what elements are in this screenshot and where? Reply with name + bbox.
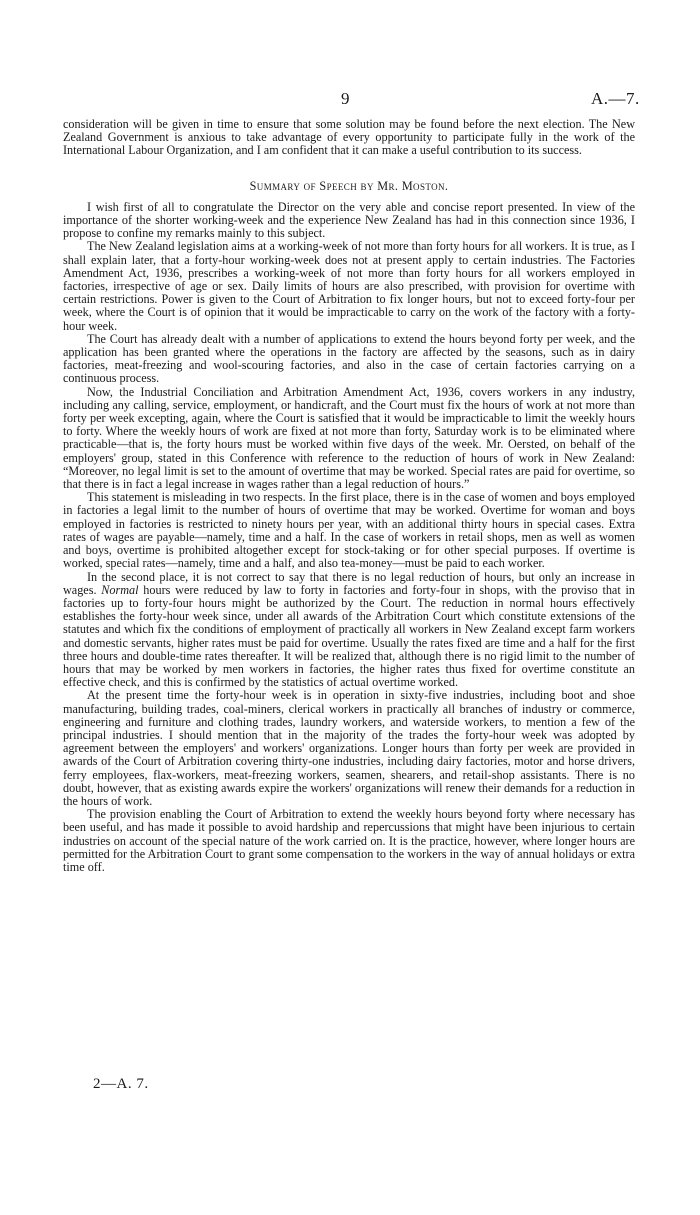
paragraph-4: Now, the Industrial Conciliation and Arbitration Amendment Act, 1936, covers workers in any industry, including any calling, service, employment, or handicraft, and the Court must fix the hours of work at not more than forty per week excepting, again, where the Court is satisfied that it would be impracticable to limit the weekly hours to forty. Where the weekly hours of work are fixed at not more than forty, Saturday work is to be eliminated where practicable—that is, the forty hours must be worked within five days of the week. Mr. Oersted, on behalf of the employers' group, stated in this Conference with reference to the reduction of hours of work in New Zealand: “Moreover, no legal limit is set to the amount of overtime that may be worked. Special rates are paid for overtime, so that there is in fact a legal increase in wages rather than a legal reduction of hours.” [63,384,635,492]
document-reference: A.—7. [591,89,640,108]
signature-mark: 2—A. 7. [93,1076,149,1092]
section-heading: Summary of Speech by Mr. Moston. [249,178,449,193]
paragraph-6-end: hours were reduced by law to forty in factories and forty-four in shops, with the proviso that in factories up to forty-four hours might be authorized by the Court. The reduction in normal hours effectively establishes the forty-hour week since, under all awards of the Arbitration Court which constitute extensions of the statutes and which fix the conditions of employment of practically all workers in New Zealand except farm workers and domestic servants, higher rates must be paid for overtime. Usually the rates fixed are time and a half for the first three hours and double-time rates thereafter. It will be realized that, although there is no rigid limit to the number of hours that may be worked by men workers in factories, the higher rates thus fixed for overtime constitute an effective check, and this is confirmed by the statistics of actual overtime worked. [63,582,635,690]
paragraph-3: The Court has already dealt with a number of applications to extend the hours beyond forty per week, and the application has been granted where the operations in the factory are affected by the seasons, such as in dairy factories, meat-freezing and wool-scouring factories, and also in the case of certain factories carrying on a continuous process. [63,331,635,386]
page-body [63,118,635,874]
paragraph-7: At the present time the forty-hour week is in operation in sixty-five industries, including boot and shoe manufacturing, building trades, coal-miners, clerical workers in practically all branches of industry or commerce, engineering and furniture and clothing trades, laundry workers, and waterside workers, to mention a few of the principal industries. I should mention that in the majority of the trades the forty-hour week was adopted by agreement between the employers' and workers' organizations. Longer hours than forty per week are provided in awards of the Court of Arbitration covering thirty-one industries, including dairy factories, motor and horse drivers, ferry employees, flax-workers, meat-freezing workers, seamen, shearers, and retail-shop assistants. There is no doubt, however, that as existing awards expire the workers' organizations will renew their demands for a reduction in the hours of work. [63,688,635,808]
paragraph-6 [63,571,635,690]
paragraph-8: The provision enabling the Court of Arbitration to extend the weekly hours beyond forty where necessary has been useful, and has made it possible to avoid hardship and repercussions that might have been injurious to certain industries on account of the special nature of the work carried on. It is the practice, however, where longer hours are permitted for the Arbitration Court to grant some compensation to the workers in the way of annual holidays or extra time off. [63,807,635,874]
intro-paragraph: consideration will be given in time to ensure that some solution may be found before the next election. The New Zealand Government is anxious to take advantage of every opportunity to participate fully in the work of the International Labour Organization, and I am confident that it can make a useful contribution to its success. [63,117,635,158]
paragraph-1: I wish first of all to congratulate the Director on the very able and concise report presented. In view of the importance of the shorter working-week and the experience New Zealand has had in this connection since 1936, I propose to confine my remarks mainly to this subject. [63,199,635,241]
paragraph-6-start: In the second place, it is not correct to say that there is no legal reduction of hours, but only an increase in wages. [63,569,635,597]
page-header [0,89,700,111]
paragraph-2: The New Zealand legislation aims at a working-week of not more than forty hours for all workers. It is true, as I shall explain later, that a forty-hour working-week does not at present apply to certain industries. The Factories Amendment Act, 1936, prescribes a working-week of not more than forty hours for all workers employed in factories, irrespective of age or sex. Daily limits of hours are also prescribed, with provision for overtime with certain restrictions. Power is given to the Court of Arbitration to fix longer hours, but not to exceed forty-four per week, where the Court is of opinion that it would be impracticable to carry on the work of the factory with a forty-hour week. [63,239,635,333]
paragraph-6-emphasis: Normal [101,582,139,597]
page-number: 9 [341,89,350,108]
paragraph-5: This statement is misleading in two respects. In the first place, there is in the case of women and boys employed in factories a legal limit to the number of hours of overtime that may be worked. Overtime for woman and boys employed in factories is restricted to ninety hours per year, with an additional thirty hours in special cases. Extra rates of wages are payable—namely, time and a half. In the case of workers in retail shops, men as well as women and boys, overtime is prohibited altogether except for stock-taking or for other special purposes. If overtime is worked, special rates—namely, time and a half, and also tea-money—must be paid to each worker. [63,490,635,571]
